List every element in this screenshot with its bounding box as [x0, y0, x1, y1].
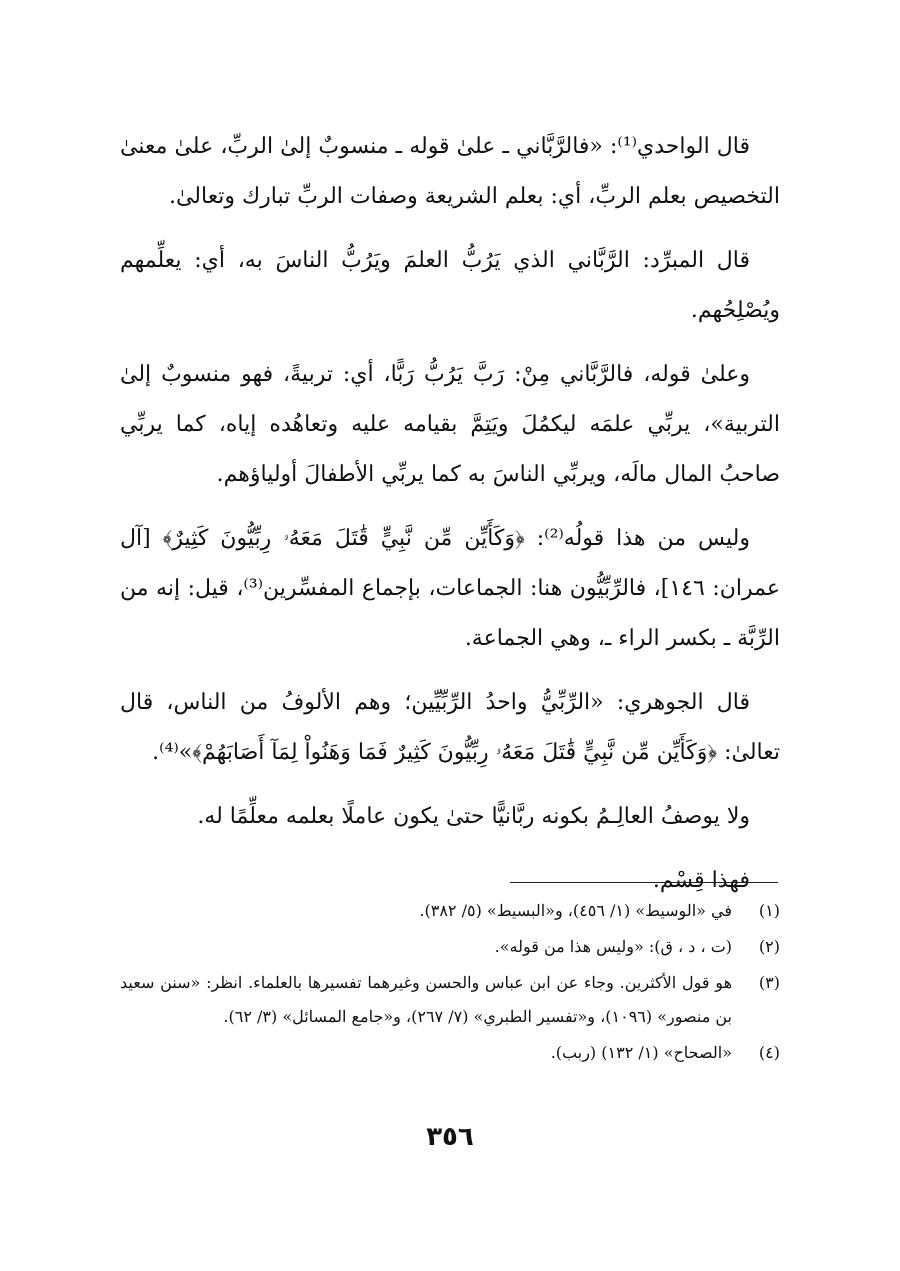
footnote-item [120, 966, 780, 1034]
main-text [120, 122, 780, 920]
footnote-number: (٢) [758, 937, 780, 956]
paragraph-jawhari: قال الجوهري: «الرِّبِّيُّ واحدُ الرِّبِّيِّين؛ وهم الألوفُ من الناس، قال تعالىٰ: ﴿وَكَأَيِّن مِّن نَّبِيٍّ قَٰتَلَ مَعَهُۥ رِبِّيُّونَ كَثِيرٌ فَمَا وَهَنُواْ لِمَآ أَصَابَهُمْ﴾»⁽⁴⁾. [120, 690, 780, 765]
footnote-divider [510, 882, 778, 883]
paragraph-tarbiya: وعلىٰ قوله، فالرَّبَّاني مِنْ: رَبَّ يَرُبُّ رَبًّا، أي: تربيةً، فهو منسوبٌ إلىٰ التربية»، يربِّي علمَه ليكمُلَ ويَتِمَّ بقيامه عليه وتعاهُده إياه، كما يربِّي صاحبُ المال مالَه، ويربِّي الناسَ به كما يربِّي الأطفالَ أولياؤهم. [120, 362, 780, 487]
paragraph-wahidi: قال الواحدي⁽¹⁾: «فالرَّبَّاني ـ علىٰ قوله ـ منسوبٌ إلىٰ الربِّ، علىٰ معنىٰ التخصيص بعلم الربِّ، أي: بعلم الشريعة وصفات الربِّ تبارك وتعالىٰ. [120, 134, 780, 209]
footnote-item [120, 894, 780, 928]
footnote-text: (ت ، د ، ق): «وليس هذا من قوله». [494, 937, 732, 956]
paragraph-alim: ولا يوصفُ العالِـمُ بكونه ربَّانيًّا حتىٰ يكون عاملًا بعلمه معلِّمًا له. [197, 804, 750, 829]
paragraph-qism: فهذا قِسْم. [652, 868, 750, 893]
footnote-text: في «الوسيط» (١/ ٤٥٦)، و«البسيط» (٥/ ٣٨٢). [419, 901, 732, 920]
footnote-number: (٤) [758, 1043, 780, 1062]
paragraph-mubarrid: قال المبرِّد: الرَّبَّاني الذي يَرُبُّ العلمَ ويَرُبُّ الناسَ به، أي: يعلِّمهم ويُصْلِحُهم. [120, 248, 780, 323]
footnotes [120, 894, 780, 1072]
footnote-number: (١) [758, 901, 780, 920]
paragraph-ribbiyyun: وليس من هذا قولُه⁽²⁾: ﴿وَكَأَيِّن مِّن نَّبِيٍّ قَٰتَلَ مَعَهُۥ رِبِّيُّونَ كَثِيرٌ﴾ [آل عمران: ١٤٦]، فالرِّبِّيُّون هنا: الجماعات، بإجماع المفسِّرين⁽³⁾، قيل: إنه من الرِّبَّة ـ بكسر الراء ـ، وهي الجماعة. [120, 526, 780, 651]
footnote-item [120, 930, 780, 964]
page-number: ٣٥٦ [426, 1122, 474, 1152]
footnote-text: هو قول الأكثرين. وجاء عن ابن عباس والحسن وغيرهما تفسيرها بالعلماء. انظر: «سنن سعيد بن منصور» (١٠٩٦)، و«تفسير الطبري» (٧/ ٢٦٧)، و«جامع المسائل» (٣/ ٦٢). [120, 973, 733, 1026]
footnote-item [120, 1036, 780, 1070]
footnote-number: (٣) [758, 973, 780, 992]
footnote-text: «الصحاح» (١/ ١٣٢) (ربب). [550, 1043, 732, 1062]
